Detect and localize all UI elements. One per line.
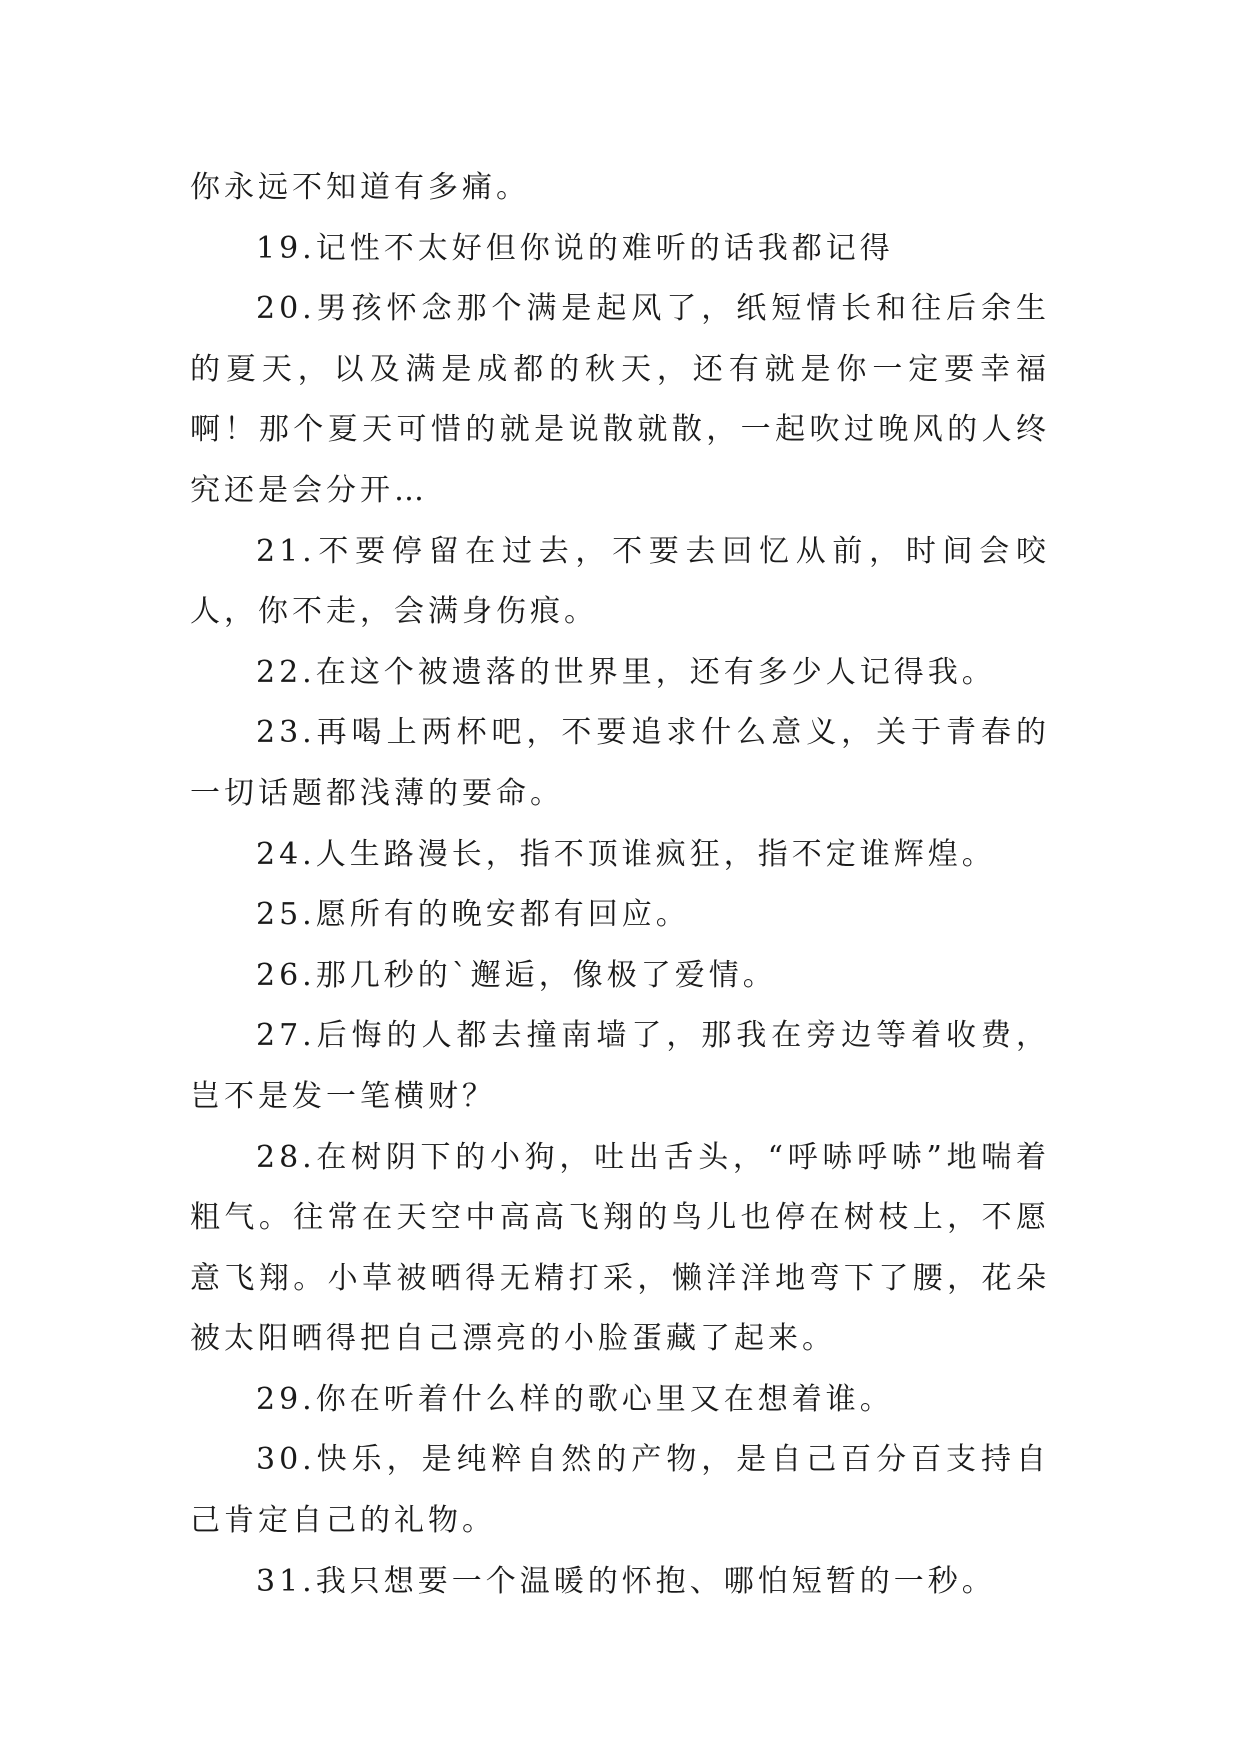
paragraph-30: 30.快乐，是纯粹自然的产物，是自己百分百支持自己肯定自己的礼物。: [190, 1442, 1050, 1539]
paragraph-31: 31.我只想要一个温暖的怀抱、哪怕短暂的一秒。: [256, 1563, 996, 1599]
paragraph-29: 29.你在听着什么样的歌心里又在想着谁。: [256, 1381, 894, 1417]
paragraph-22: 22.在这个被遗落的世界里，还有多少人记得我。: [256, 654, 996, 690]
paragraph-23: 23.再喝上两杯吧，不要追求什么意义，关于青春的一切话题都浅薄的要命。: [190, 715, 1050, 811]
paragraph-21: 21.不要停留在过去，不要去回忆从前，时间会咬人，你不走，会满身伤痕。: [190, 533, 1050, 630]
paragraph-27: 27.后悔的人都去撞南墙了，那我在旁边等着收费，岂不是发一笔横财？: [190, 1018, 1050, 1114]
paragraph-26: 26.那几秒的`邂逅，像极了爱情。: [256, 957, 777, 993]
paragraph-20: 20.男孩怀念那个满是起风了，纸短情长和往后余生的夏天，以及满是成都的秋天，还有就是你一定要幸福啊！那个夏天可惜的就是说散就散，一起吹过晚风的人终究还是会分开…: [190, 291, 1050, 508]
paragraph-24: 24.人生路漫长，指不顶谁疯狂，指不定谁辉煌。: [256, 836, 996, 872]
paragraph-19: 19.记性不太好但你说的难听的话我都记得: [256, 230, 894, 266]
paragraph-25: 25.愿所有的晚安都有回应。: [256, 897, 690, 933]
paragraph-continuation: 你永远不知道有多痛。: [190, 170, 530, 205]
document-body: [190, 158, 1050, 1612]
paragraph-28: 28.在树阴下的小狗，吐出舌头，“呼哧呼哧”地喘着粗气。往常在天空中高高飞翔的鸟儿也停在树枝上，不愿意飞翔。小草被晒得无精打采，懒洋洋地弯下了腰，花朵被太阳晒得把自己漂亮的小脸蛋藏了起来。: [190, 1139, 1050, 1357]
